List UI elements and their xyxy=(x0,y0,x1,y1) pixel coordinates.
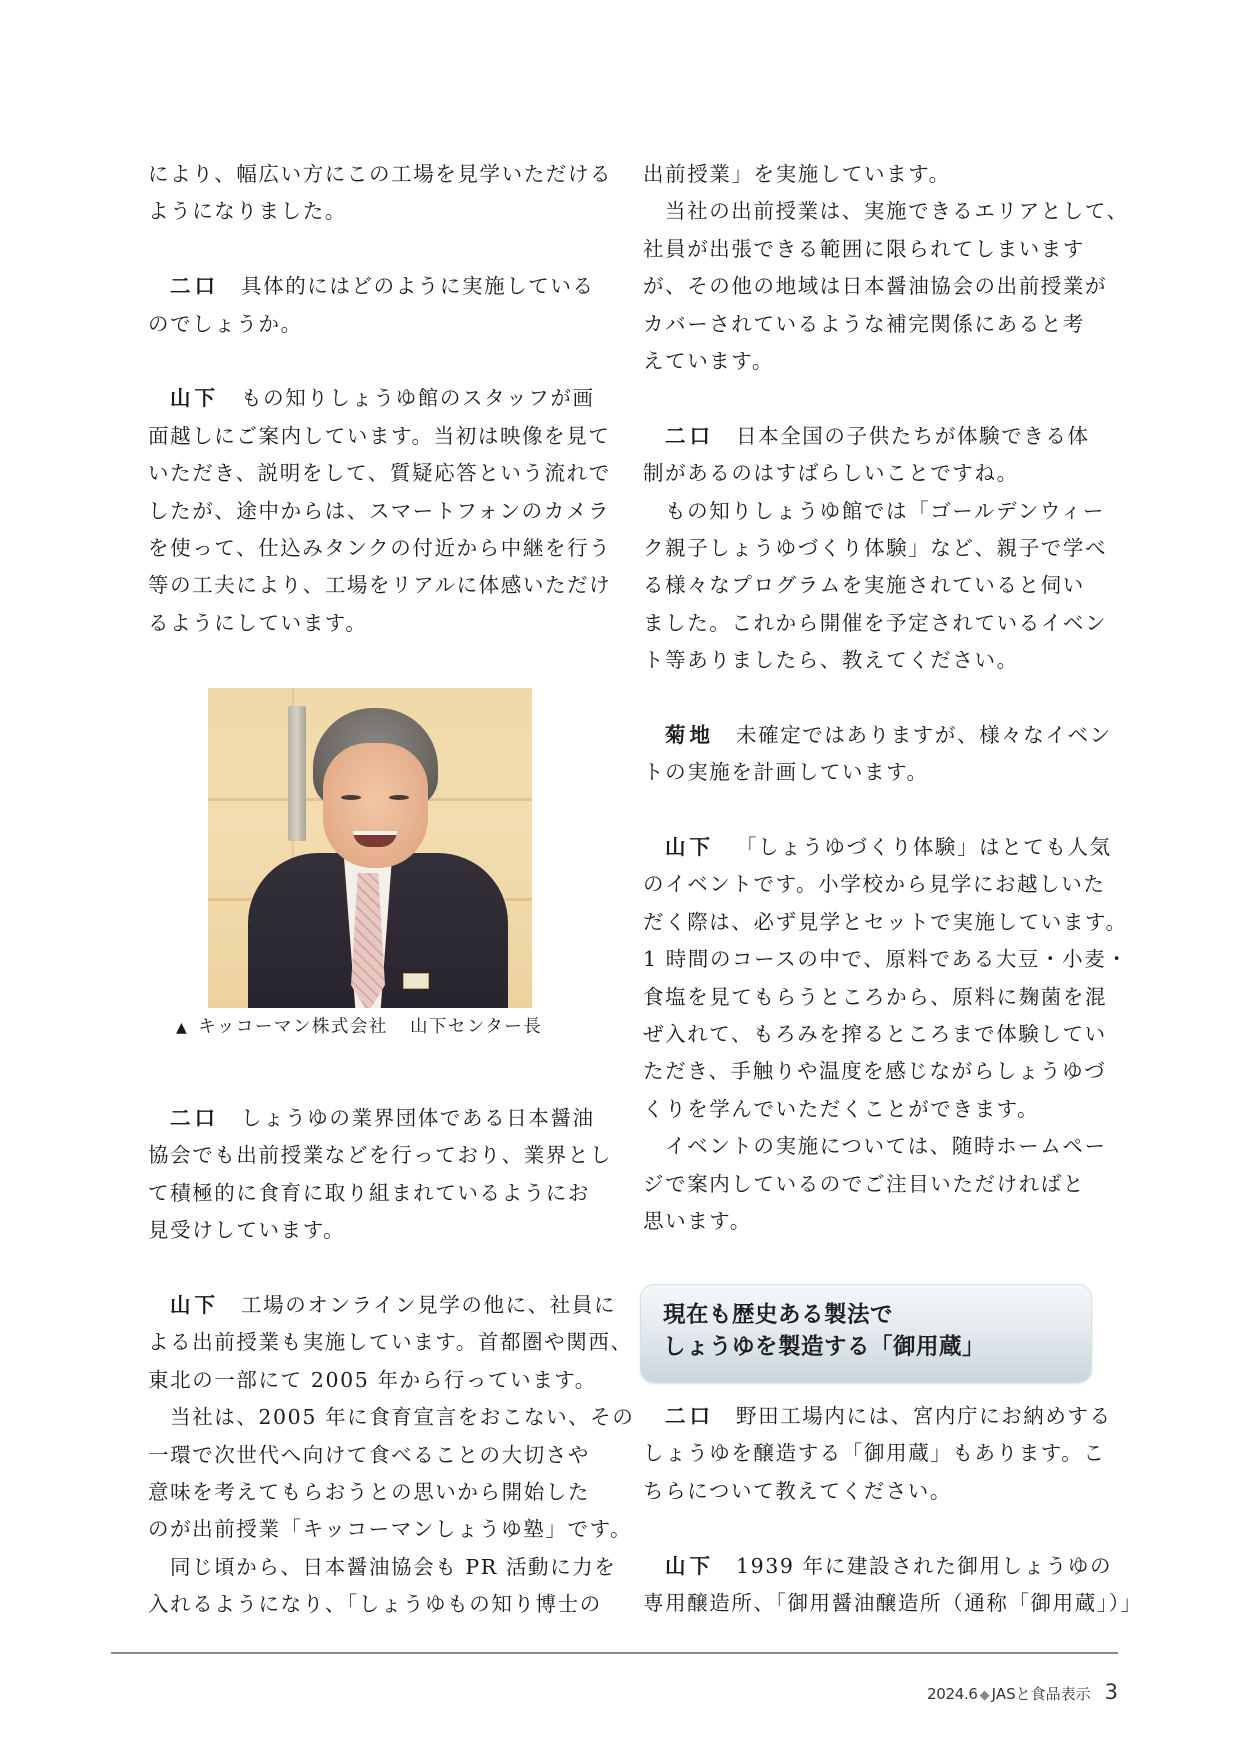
text-line: 食塩を見てもらうところから、原料に麹菌を混 xyxy=(643,984,1108,1009)
text-line: 東北の一部にて 2005 年から行っています。 xyxy=(148,1367,597,1392)
text-span: 「しょうゆづくり体験」はとても人気 xyxy=(736,835,1112,860)
text-line: ちらについて教えてください。 xyxy=(643,1478,952,1503)
speaker-name: 山下 xyxy=(665,835,714,860)
section-heading-line: 現在も歴史ある製法で xyxy=(663,1302,894,1328)
text-line: 入れるようになり、「しょうゆもの知り博士の xyxy=(148,1592,602,1617)
face-shape xyxy=(323,743,428,868)
triangle-up-icon: ▲ xyxy=(176,1020,189,1036)
dialogue-line xyxy=(148,380,608,417)
issue-date: 2024.6 xyxy=(926,1685,978,1703)
photo-caption xyxy=(176,1013,542,1038)
speaker-name: 二口 xyxy=(665,423,714,448)
text-span: 野田工場内には、宮内庁にお納めする xyxy=(736,1404,1112,1428)
text-line: 専用醸造所、「御用醤油醸造所（通称「御用蔵」）」 xyxy=(643,1590,1143,1615)
text-line: ぜ入れて、もろみを搾るところまで体験してい xyxy=(643,1021,1107,1046)
page-number: 3 xyxy=(1104,1680,1118,1704)
portrait-image xyxy=(208,688,532,1008)
section-heading-line: しょうゆを製造する「御用蔵」 xyxy=(663,1334,986,1360)
dialogue-line xyxy=(643,1548,1113,1585)
right-column-lower xyxy=(643,1398,1143,1622)
dialogue-line xyxy=(148,268,608,305)
text-line: のでしょうか。 xyxy=(148,311,303,336)
text-line: 当社は、2005 年に食育宣言をおこない、その xyxy=(170,1405,635,1430)
caption-person: 山下センター長 xyxy=(409,1017,543,1037)
footer-divider xyxy=(111,1652,1118,1654)
text-span: もの知りしょうゆ館のスタッフが画 xyxy=(241,386,595,411)
text-line: 出前授業」を実施しています。 xyxy=(643,162,951,186)
text-line: を使って、仕込みタンクの付近から中継を行う xyxy=(148,535,612,560)
dialogue-line xyxy=(643,418,1103,455)
text-line: トの実施を計画しています。 xyxy=(643,760,929,785)
text-line: くりを学んでいただくことができます。 xyxy=(643,1096,1040,1121)
text-line: ただき、手触りや温度を感じながらしょうゆづ xyxy=(643,1059,1107,1084)
text-span: しょうゆの業界団体である日本醤油 xyxy=(241,1106,595,1130)
text-line: る様々なプログラムを実施されていると伺い xyxy=(643,573,1085,598)
interviewee-photo xyxy=(208,688,532,1008)
text-line: 等の工夫により、工場をリアルに体感いただけ xyxy=(148,573,612,598)
dialogue-line xyxy=(148,1287,617,1324)
text-span: 未確定ではありますが、様々なイベン xyxy=(736,722,1112,747)
text-line: 制があるのはすばらしいことですね。 xyxy=(643,461,1019,486)
wall-fixture xyxy=(288,706,306,841)
text-line: 当社の出前授業は、実施できるエリアとして、 xyxy=(665,199,1129,224)
text-line: ク親子しょうゆづくり体験」など、親子で学べ xyxy=(643,535,1108,560)
speaker-name: 山下 xyxy=(170,1292,219,1317)
speaker-name: 二口 xyxy=(665,1404,714,1428)
page-footer xyxy=(927,1680,1118,1704)
text-line: ジで案内しているのでご注目いただければと xyxy=(643,1171,1085,1196)
text-line: カバーされているような補完関係にあると考 xyxy=(643,311,1085,336)
text-line: 社員が出張できる範囲に限られてしまいます xyxy=(643,236,1085,261)
text-span: 工場のオンライン見学の他に、社員に xyxy=(241,1292,617,1317)
dialogue-line xyxy=(148,1100,608,1137)
text-line: 一環で次世代へ向けて食べることの大切さや xyxy=(148,1442,590,1467)
text-line: 意味を考えてもらおうとの思いから開始した xyxy=(148,1479,590,1504)
text-line: 面越しにご案内しています。当初は映像を見て xyxy=(148,423,611,448)
text-span: 1939 年に建設された御用しょうゆの xyxy=(736,1553,1113,1578)
right-column xyxy=(643,156,1129,1240)
text-line: て積極的に食育に取り組まれているようにお xyxy=(148,1180,590,1205)
text-line: 同じ頃から、日本醤油協会も PR 活動に力を xyxy=(170,1554,617,1579)
text-line: ました。これから開催を予定されているイベン xyxy=(643,610,1108,635)
left-column xyxy=(148,156,613,642)
name-badge xyxy=(403,973,429,989)
text-line: のが出前授業「キッコーマンしょうゆ塾」です。 xyxy=(148,1517,633,1542)
speaker-name: 山下 xyxy=(665,1553,714,1578)
text-line: により、幅広い方にこの工場を見学いただける xyxy=(148,162,613,186)
section-heading xyxy=(640,1284,1092,1383)
speaker-name: 二口 xyxy=(170,1106,219,1130)
dialogue-line xyxy=(643,1398,1112,1435)
speaker-name: 二口 xyxy=(170,274,219,299)
left-column-lower xyxy=(148,1100,635,1623)
publication-title: JASと食品表示 xyxy=(991,1685,1091,1703)
text-line: したが、途中からは、スマートフォンのカメラ xyxy=(148,498,611,523)
text-line: もの知りしょうゆ館では「ゴールデンウィー xyxy=(665,498,1105,523)
speaker-name: 菊地 xyxy=(665,722,714,747)
text-line: ようになりました。 xyxy=(148,199,347,224)
text-line: るようにしています。 xyxy=(148,610,368,635)
dialogue-line xyxy=(643,829,1112,866)
diamond-icon: ◆ xyxy=(979,1688,990,1703)
text-line: 協会でも出前授業などを行っており、業界とし xyxy=(148,1143,613,1168)
text-line: のイベントです。小学校から見学にお越しいた xyxy=(643,872,1106,897)
text-line: 見受けしています。 xyxy=(148,1218,346,1243)
text-line: イベントの実施については、随時ホームペー xyxy=(665,1134,1107,1159)
text-line: しょうゆを醸造する「御用蔵」もあります。こ xyxy=(643,1441,1106,1466)
caption-company: キッコーマン株式会社 xyxy=(198,1017,388,1037)
text-line: いただき、説明をして、質疑応答という流れで xyxy=(148,461,611,486)
text-line: 思います。 xyxy=(643,1208,752,1233)
text-line: 1 時間のコースの中で、原料である大豆・小麦・ xyxy=(643,947,1129,972)
text-span: 日本全国の子供たちが体験できる体 xyxy=(736,423,1090,448)
speaker-name: 山下 xyxy=(170,386,219,411)
text-line: えています。 xyxy=(643,348,774,373)
text-line: が、その他の地域は日本醤油協会の出前授業が xyxy=(643,274,1108,299)
text-span: 具体的にはどのように実施している xyxy=(241,274,595,299)
text-line: だく際は、必ず見学とセットで実施しています。 xyxy=(643,909,1128,934)
text-line: よる出前授業も実施しています。首都圏や関西、 xyxy=(148,1330,633,1355)
dialogue-line xyxy=(643,717,1112,754)
text-line: ト等ありましたら、教えてください。 xyxy=(643,648,1019,673)
